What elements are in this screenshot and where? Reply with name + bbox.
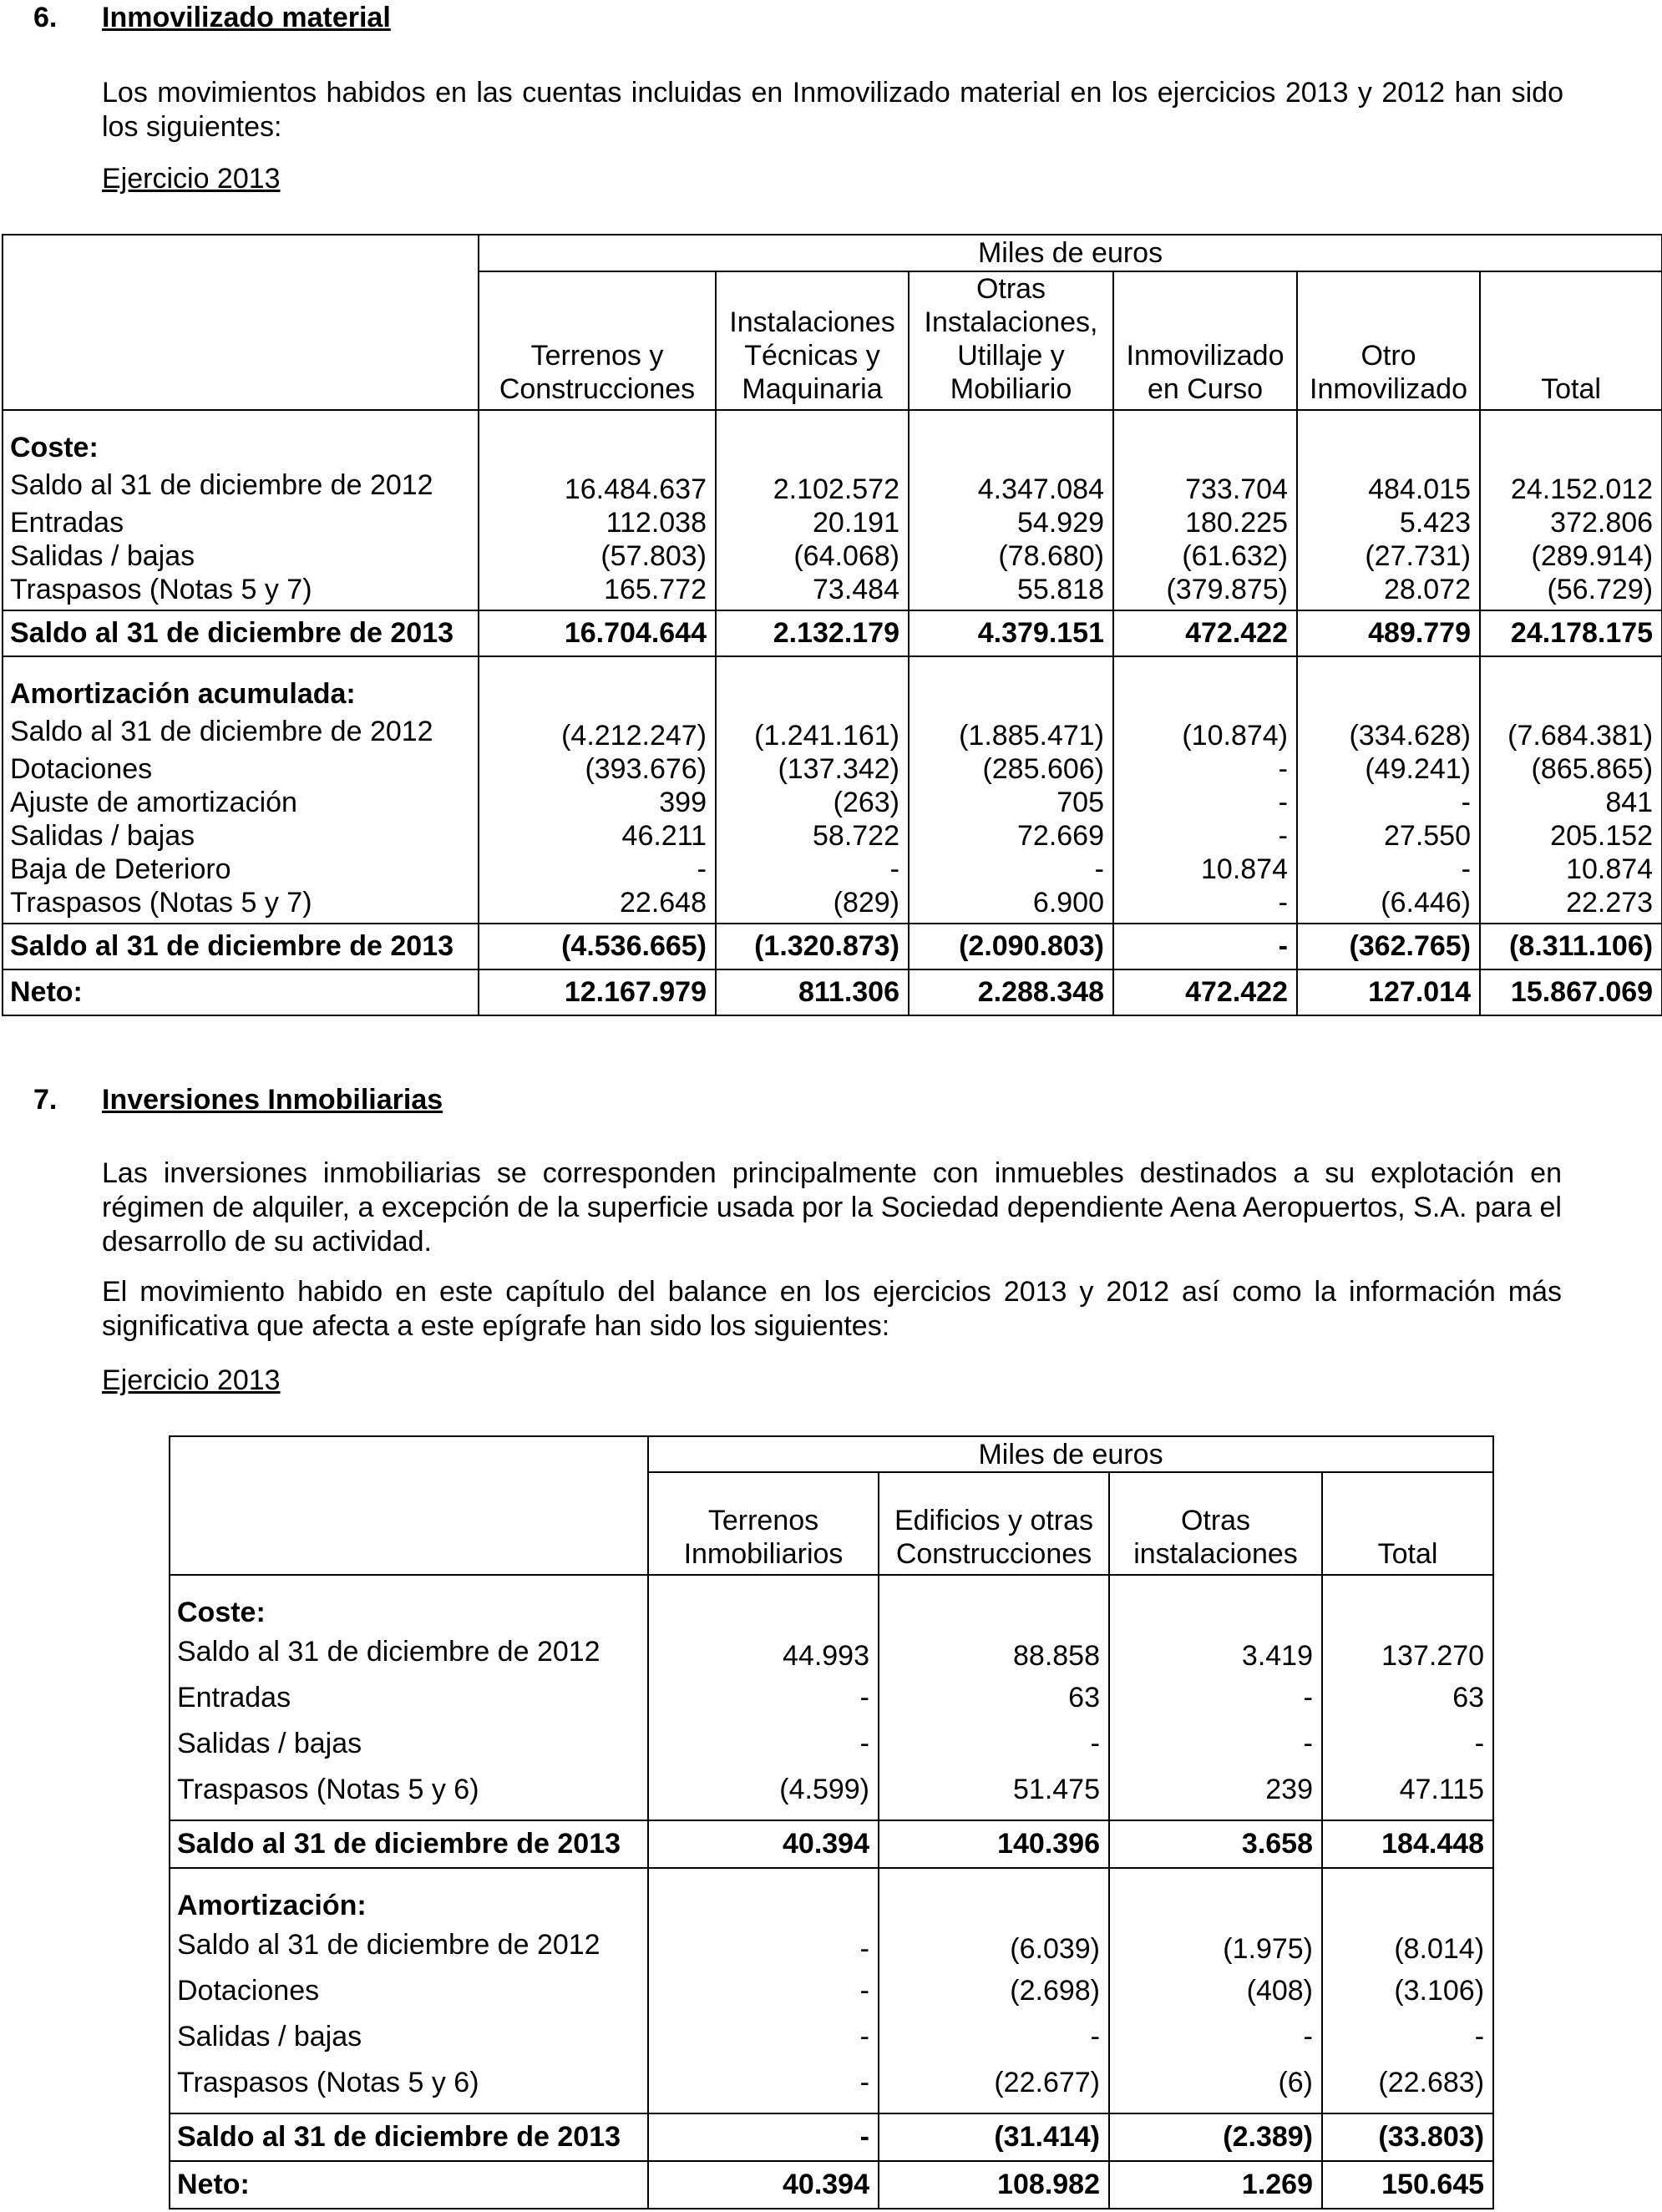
- value-column: [1322, 1868, 1493, 2113]
- value-column: [1113, 410, 1297, 610]
- cell-value: (4.599): [779, 1774, 869, 1805]
- value-column: [716, 410, 909, 610]
- cell-value: (78.680): [998, 540, 1104, 572]
- row-label: Traspasos (Notas 5 y 6): [177, 2067, 479, 2098]
- cell-value: 4.347.084: [977, 473, 1104, 505]
- cell-value: 72.669: [1017, 820, 1104, 852]
- amortizacion-title: Amortización:: [177, 1890, 367, 1921]
- amortizacion-title: Amortización acumulada:: [10, 678, 356, 710]
- cell-value: (4.536.665): [479, 924, 716, 969]
- cell-value: 16.704.644: [479, 610, 716, 656]
- cell-value: (1.320.873): [716, 924, 909, 969]
- cell-value: 63: [1068, 1682, 1100, 1713]
- cell-value: 484.015: [1368, 473, 1471, 505]
- row-label: Saldo al 31 de diciembre de 2012: [10, 716, 433, 747]
- cell-value: -: [1303, 1682, 1313, 1713]
- cell-value: (27.731): [1365, 540, 1471, 572]
- row-label: Saldo al 31 de diciembre de 2013: [170, 2113, 648, 2161]
- cell-value: 841: [1605, 787, 1654, 818]
- row-label: Salidas / bajas: [10, 820, 195, 852]
- table-corner: [3, 235, 479, 410]
- value-column: [1322, 1575, 1493, 1820]
- cell-value: (379.875): [1166, 574, 1288, 605]
- row-label: Entradas: [10, 507, 124, 539]
- section-6-intro: Los movimientos habidos en las cuentas incluidas en Inmovilizado material en los ejercicios 2013 y 2012 han sido los siguientes:: [102, 77, 1563, 143]
- value-column: [879, 1575, 1109, 1820]
- cell-value: (137.342): [778, 753, 899, 785]
- cell-value: -: [1303, 2021, 1313, 2053]
- value-column: [879, 1868, 1109, 2113]
- cell-value: -: [1303, 1728, 1313, 1759]
- cell-value: (49.241): [1365, 753, 1471, 785]
- cell-value: (31.414): [879, 2113, 1109, 2161]
- coste-total-row: [170, 1820, 1493, 1868]
- cell-value: 10.874: [1201, 853, 1288, 885]
- row-label: Ajuste de amortización: [10, 787, 297, 818]
- cell-value: (263): [833, 787, 899, 818]
- cell-value: -: [859, 2067, 869, 2098]
- cell-value: (2.389): [1109, 2113, 1322, 2161]
- cell-value: -: [859, 1975, 869, 2007]
- cell-value: 4.379.151: [909, 610, 1113, 656]
- row-label: Salidas / bajas: [10, 540, 195, 572]
- row-label: Traspasos (Notas 5 y 7): [10, 887, 312, 919]
- cell-value: -: [859, 1933, 869, 1965]
- cell-value: (1.241.161): [754, 720, 899, 752]
- cell-value: 372.806: [1550, 507, 1654, 539]
- cell-value: 180.225: [1185, 507, 1288, 539]
- cell-value: (393.676): [585, 753, 707, 785]
- value-column: [479, 410, 716, 610]
- amortizacion-total-row: [170, 2113, 1493, 2161]
- row-labels: [3, 410, 479, 610]
- cell-value: -: [1474, 2021, 1485, 2053]
- cell-value: -: [697, 853, 707, 885]
- cell-value: 28.072: [1384, 574, 1471, 605]
- row-label: Neto:: [3, 969, 479, 1015]
- cell-value: 165.772: [604, 574, 707, 605]
- value-column: [1109, 1575, 1322, 1820]
- cell-value: 6.900: [1032, 887, 1104, 919]
- row-label: Saldo al 31 de diciembre de 2012: [10, 469, 433, 501]
- cell-value: -: [1461, 853, 1471, 885]
- row-label: Baja de Deterioro: [10, 853, 231, 885]
- cell-value: -: [1278, 753, 1288, 785]
- cell-value: 73.484: [813, 574, 899, 605]
- value-column: [1480, 656, 1662, 924]
- cell-value: 47.115: [1399, 1774, 1485, 1805]
- neto-row: [3, 969, 1662, 1015]
- amortizacion-block: [170, 1868, 1493, 2113]
- cell-value: 5.423: [1399, 507, 1471, 539]
- cell-value: (8.014): [1394, 1933, 1485, 1965]
- cell-value: 1.269: [1109, 2161, 1322, 2209]
- cell-value: 399: [659, 787, 707, 818]
- cell-value: 15.867.069: [1480, 969, 1662, 1015]
- value-column: [1297, 656, 1480, 924]
- column-header: Terrenos Inmobiliarios: [648, 1472, 879, 1575]
- neto-row: [170, 2161, 1493, 2209]
- cell-value: 10.874: [1566, 853, 1654, 885]
- amortizacion-block: [3, 656, 1662, 924]
- value-column: [909, 410, 1113, 610]
- row-labels: [3, 656, 479, 924]
- cell-value: (6): [1278, 2067, 1313, 2098]
- cell-value: 24.178.175: [1480, 610, 1662, 656]
- row-label: Saldo al 31 de diciembre de 2013: [3, 924, 479, 969]
- cell-value: 489.779: [1297, 610, 1480, 656]
- cell-value: (2.090.803): [909, 924, 1113, 969]
- cell-value: 137.270: [1381, 1640, 1485, 1672]
- cell-value: (22.677): [994, 2067, 1100, 2098]
- value-column: [648, 1868, 879, 2113]
- cell-value: 22.648: [620, 887, 707, 919]
- cell-value: (1.885.471): [959, 720, 1104, 752]
- cell-value: (57.803): [600, 540, 707, 572]
- cell-value: -: [1090, 2021, 1100, 2053]
- row-label: Traspasos (Notas 5 y 6): [177, 1774, 479, 1805]
- cell-value: (8.311.106): [1480, 924, 1662, 969]
- cell-value: 205.152: [1550, 820, 1654, 852]
- cell-value: 3.419: [1241, 1640, 1313, 1672]
- cell-value: -: [1461, 787, 1471, 818]
- column-header: Instalaciones Técnicas y Maquinaria: [716, 271, 909, 410]
- cell-value: (408): [1246, 1975, 1313, 2007]
- cell-value: 705: [1056, 787, 1104, 818]
- cell-value: 24.152.012: [1510, 473, 1654, 505]
- cell-value: 3.658: [1109, 1820, 1322, 1868]
- cell-value: (1.975): [1223, 1933, 1313, 1965]
- coste-block: [170, 1575, 1493, 1820]
- cell-value: 12.167.979: [479, 969, 716, 1015]
- column-header: Total: [1322, 1472, 1493, 1575]
- row-labels: [170, 1575, 648, 1820]
- coste-total-row: [3, 610, 1662, 656]
- row-label: Saldo al 31 de diciembre de 2013: [170, 1820, 648, 1868]
- cell-value: -: [859, 1682, 869, 1713]
- cell-value: (61.632): [1182, 540, 1288, 572]
- section-title: Inmovilizado material: [102, 2, 391, 33]
- cell-value: (56.729): [1547, 574, 1654, 605]
- row-label: Salidas / bajas: [177, 2021, 362, 2053]
- cell-value: 40.394: [648, 2161, 879, 2209]
- column-header: Total: [1480, 271, 1662, 410]
- cell-value: -: [1113, 924, 1297, 969]
- cell-value: -: [1474, 1728, 1485, 1759]
- section-6-subtitle: Ejercicio 2013: [102, 163, 281, 195]
- section-7-subtitle: Ejercicio 2013: [102, 1364, 281, 1396]
- cell-value: 16.484.637: [564, 473, 707, 505]
- cell-value: 40.394: [648, 1820, 879, 1868]
- cell-value: 58.722: [813, 820, 899, 852]
- cell-value: 184.448: [1322, 1820, 1493, 1868]
- cell-value: (64.068): [793, 540, 899, 572]
- amortizacion-total-row: [3, 924, 1662, 969]
- value-column: [648, 1575, 879, 1820]
- cell-value: -: [1278, 887, 1288, 919]
- cell-value: 88.858: [1013, 1640, 1100, 1672]
- row-label: Traspasos (Notas 5 y 7): [10, 574, 312, 605]
- cell-value: (3.106): [1394, 1975, 1485, 2007]
- cell-value: -: [1090, 1728, 1100, 1759]
- cell-value: (285.606): [982, 753, 1104, 785]
- cell-value: (289.914): [1531, 540, 1654, 572]
- cell-value: 733.704: [1185, 473, 1288, 505]
- row-label: Saldo al 31 de diciembre de 2012: [177, 1929, 600, 1961]
- cell-value: 2.288.348: [909, 969, 1113, 1015]
- coste-title: Coste:: [10, 432, 99, 463]
- cell-value: -: [889, 853, 899, 885]
- row-label: Saldo al 31 de diciembre de 2013: [3, 610, 479, 656]
- cell-value: (2.698): [1010, 1975, 1100, 2007]
- cell-value: (865.865): [1531, 753, 1654, 785]
- cell-value: 46.211: [621, 820, 707, 852]
- section-7-paragraph-1: Las inversiones inmobiliarias se corresponden principalmente con inmuebles destinados a su explotación en régimen de alquiler, a excepción de la superficie usada por la Sociedad dependiente Aena Aeropuertos, S.A. para el desarrollo de su actividad.: [102, 1157, 1562, 1258]
- row-label: Entradas: [177, 1682, 291, 1713]
- cell-value: (33.803): [1322, 2113, 1493, 2161]
- cell-value: 55.818: [1017, 574, 1104, 605]
- cell-value: 22.273: [1566, 887, 1654, 919]
- cell-value: -: [648, 2113, 879, 2161]
- value-column: [909, 656, 1113, 924]
- cell-value: 44.993: [783, 1640, 869, 1672]
- column-header: Terrenos y Construcciones: [479, 271, 716, 410]
- value-column: [1297, 410, 1480, 610]
- section-7-heading: [33, 1084, 535, 1121]
- cell-value: -: [1278, 787, 1288, 818]
- cell-value: 108.982: [879, 2161, 1109, 2209]
- cell-value: 20.191: [813, 507, 899, 539]
- cell-value: (829): [833, 887, 899, 919]
- cell-value: 150.645: [1322, 2161, 1493, 2209]
- cell-value: 472.422: [1113, 969, 1297, 1015]
- row-label: Dotaciones: [10, 753, 153, 785]
- cell-value: 140.396: [879, 1820, 1109, 1868]
- value-column: [716, 656, 909, 924]
- value-column: [1109, 1868, 1322, 2113]
- cell-value: -: [859, 2021, 869, 2053]
- coste-block: [3, 410, 1662, 610]
- cell-value: 54.929: [1017, 507, 1104, 539]
- cell-value: -: [1278, 820, 1288, 852]
- cell-value: (4.212.247): [561, 720, 707, 752]
- cell-value: -: [859, 1728, 869, 1759]
- group-header: Miles de euros: [479, 235, 1662, 271]
- cell-value: (362.765): [1297, 924, 1480, 969]
- cell-value: 63: [1452, 1682, 1485, 1713]
- cell-value: (7.684.381): [1507, 720, 1654, 752]
- column-header: Otras instalaciones: [1109, 1472, 1322, 1575]
- cell-value: (6.446): [1381, 887, 1471, 919]
- cell-value: 239: [1265, 1774, 1313, 1805]
- cell-value: 51.475: [1013, 1774, 1100, 1805]
- cell-value: (6.039): [1010, 1933, 1100, 1965]
- column-header: Otras Instalaciones, Utillaje y Mobiliario: [909, 271, 1113, 410]
- column-header: Inmovilizado en Curso: [1113, 271, 1297, 410]
- cell-value: 472.422: [1113, 610, 1297, 656]
- coste-title: Coste:: [177, 1597, 266, 1628]
- cell-value: 127.014: [1297, 969, 1480, 1015]
- cell-value: 112.038: [606, 507, 707, 539]
- section-6-heading: [33, 2, 535, 38]
- row-label: Salidas / bajas: [177, 1728, 362, 1759]
- table-inversiones-inmobiliarias: [169, 1435, 1494, 2209]
- cell-value: 27.550: [1384, 820, 1471, 852]
- cell-value: 2.132.179: [716, 610, 909, 656]
- section-7-paragraph-2: El movimiento habido en este capítulo del balance en los ejercicios 2013 y 2012 así como la información más significativa que afecta a este epígrafe han sido los siguientes:: [102, 1276, 1562, 1342]
- cell-value: (334.628): [1349, 720, 1471, 752]
- row-label: Neto:: [170, 2161, 648, 2209]
- cell-value: (10.874): [1182, 720, 1288, 752]
- table-inmovilizado-material: [2, 234, 1662, 1016]
- cell-value: 811.306: [716, 969, 909, 1015]
- column-header: Otro Inmovilizado: [1297, 271, 1480, 410]
- section-title: Inversiones Inmobiliarias: [102, 1084, 443, 1116]
- section-number: 6.: [33, 2, 58, 33]
- table-corner: [170, 1436, 648, 1575]
- row-label: Saldo al 31 de diciembre de 2012: [177, 1636, 600, 1668]
- group-header: Miles de euros: [648, 1436, 1493, 1472]
- value-column: [1113, 656, 1297, 924]
- value-column: [1480, 410, 1662, 610]
- value-column: [479, 656, 716, 924]
- column-header: Edificios y otras Construcciones: [879, 1472, 1109, 1575]
- cell-value: (22.683): [1378, 2067, 1485, 2098]
- row-labels: [170, 1868, 648, 2113]
- row-label: Dotaciones: [177, 1975, 320, 2007]
- cell-value: 2.102.572: [773, 473, 899, 505]
- cell-value: -: [1094, 853, 1104, 885]
- section-number: 7.: [33, 1084, 58, 1116]
